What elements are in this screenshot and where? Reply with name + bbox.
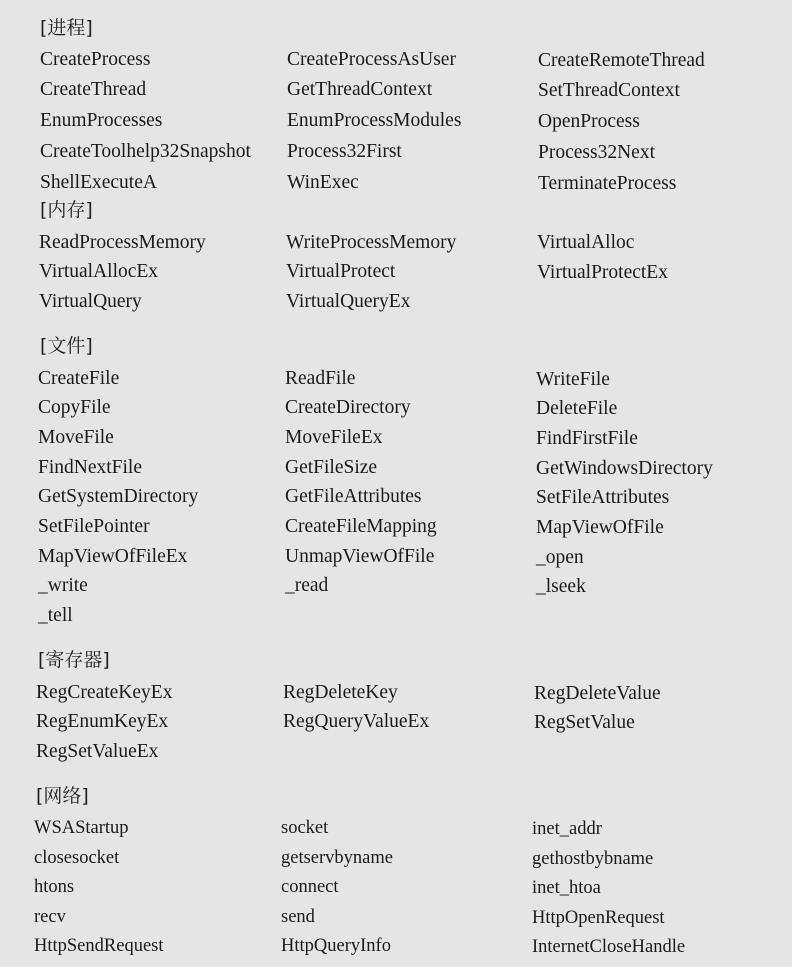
- api-name: getservbyname: [281, 848, 393, 868]
- api-name: inet_addr: [532, 819, 602, 839]
- api-name: closesocket: [34, 848, 120, 868]
- api-name: CreateThread: [40, 79, 147, 100]
- api-name: RegQueryValueEx: [283, 711, 430, 732]
- api-name: MapViewOfFile: [536, 517, 664, 538]
- api-name: ShellExecuteA: [40, 172, 157, 193]
- api-name: SetThreadContext: [538, 80, 680, 101]
- api-name: _open: [536, 547, 584, 568]
- api-name: UnmapViewOfFile: [285, 546, 435, 567]
- api-name: VirtualAlloc: [537, 232, 635, 253]
- api-name: VirtualAllocEx: [39, 261, 159, 282]
- api-name: HttpSendRequest: [34, 936, 164, 956]
- api-name: GetFileSize: [285, 457, 378, 478]
- api-name: RegCreateKeyEx: [36, 682, 173, 703]
- api-name: WinExec: [287, 172, 359, 193]
- api-name: FindFirstFile: [536, 428, 638, 449]
- api-name: RegSetValueEx: [36, 741, 159, 762]
- api-name: _tell: [38, 605, 73, 626]
- api-name: CreateFileMapping: [285, 516, 437, 537]
- api-name: RegDeleteKey: [283, 682, 398, 703]
- api-name: RegEnumKeyEx: [36, 711, 169, 732]
- api-name: CreateFile: [38, 368, 120, 389]
- api-name: socket: [281, 818, 329, 838]
- api-name: HttpQueryInfo: [281, 936, 391, 956]
- api-name: connect: [281, 877, 339, 897]
- api-name: WriteProcessMemory: [286, 232, 457, 253]
- api-name: GetSystemDirectory: [38, 486, 199, 507]
- section-title-registry: [寄存器]: [38, 649, 110, 671]
- api-name: GetThreadContext: [287, 79, 433, 100]
- api-name: DeleteFile: [536, 398, 618, 419]
- api-name: CreateRemoteThread: [538, 50, 705, 71]
- api-name: MoveFile: [38, 427, 114, 448]
- api-name: CreateDirectory: [285, 397, 411, 418]
- api-name: WSAStartup: [34, 818, 129, 838]
- api-name: VirtualQuery: [39, 291, 142, 312]
- api-name: TerminateProcess: [538, 173, 677, 194]
- api-name: htons: [34, 877, 75, 897]
- api-name: _write: [38, 575, 88, 596]
- api-name: InternetCloseHandle: [532, 937, 686, 957]
- api-name: MoveFileEx: [285, 427, 383, 448]
- api-name: EnumProcessModules: [287, 110, 462, 131]
- api-name: VirtualProtect: [286, 261, 396, 282]
- api-name: send: [281, 907, 315, 927]
- api-name: inet_htoa: [532, 878, 601, 898]
- api-name: _read: [285, 575, 329, 596]
- api-name: recv: [34, 907, 66, 927]
- section-title-file: [文件]: [40, 335, 93, 357]
- api-name: CreateProcess: [40, 49, 151, 70]
- api-name: _lseek: [536, 576, 586, 597]
- api-name: CreateToolhelp32Snapshot: [40, 141, 251, 162]
- api-name: SetFileAttributes: [536, 487, 670, 508]
- section-title-network: [网络]: [36, 785, 89, 807]
- api-name: ReadFile: [285, 368, 356, 389]
- api-name: ReadProcessMemory: [39, 232, 206, 253]
- api-name: EnumProcesses: [40, 110, 163, 131]
- api-name: GetFileAttributes: [285, 486, 422, 507]
- api-name: WriteFile: [536, 369, 610, 390]
- api-name: VirtualProtectEx: [537, 262, 668, 283]
- api-name: Process32Next: [538, 142, 655, 163]
- api-name: SetFilePointer: [38, 516, 150, 537]
- api-name: FindNextFile: [38, 457, 143, 478]
- api-name: GetWindowsDirectory: [536, 458, 713, 479]
- api-name: Process32First: [287, 141, 402, 162]
- api-name: CopyFile: [38, 397, 111, 418]
- section-title-process: [进程]: [40, 17, 93, 39]
- api-name: RegSetValue: [534, 712, 635, 733]
- api-name: OpenProcess: [538, 111, 640, 132]
- api-name: MapViewOfFileEx: [38, 546, 188, 567]
- api-name: gethostbybname: [532, 849, 654, 869]
- api-name: RegDeleteValue: [534, 683, 661, 704]
- api-name: HttpOpenRequest: [532, 908, 665, 928]
- api-name: VirtualQueryEx: [286, 291, 411, 312]
- api-name: CreateProcessAsUser: [287, 49, 456, 70]
- section-title-memory: [内存]: [40, 199, 93, 221]
